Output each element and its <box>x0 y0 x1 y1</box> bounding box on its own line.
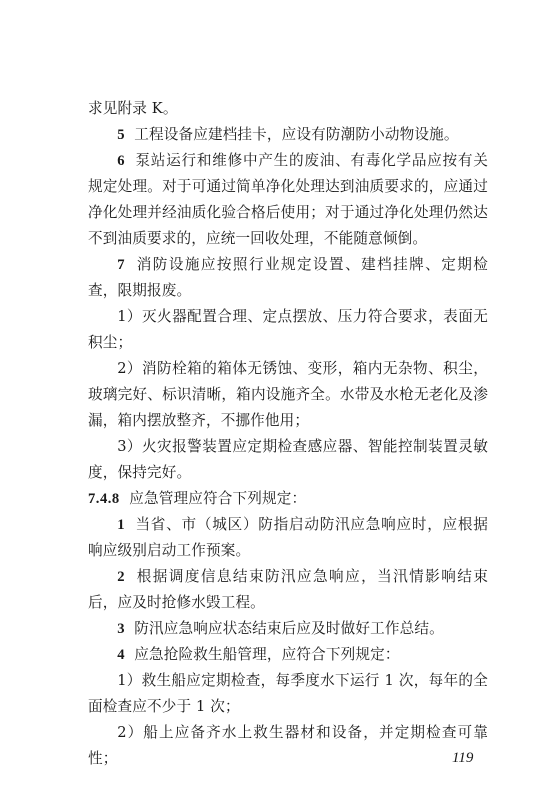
item-text: 根据调度信息结束防汛应急响应，当汛情影响结束后，应及时抢修水毁工程。 <box>88 568 488 611</box>
clause-text: 应急管理应符合下列规定： <box>129 490 307 507</box>
subitem-text: 2）消防栓箱的箱体无锈蚀、变形，箱内无杂物、积尘，玻璃完好、标识清晰，箱内设施齐全。水带及水枪无老化及渗漏，箱内摆放整齐，不挪作他用； <box>88 360 488 429</box>
item-7 <box>88 252 488 304</box>
item-6 <box>88 148 488 252</box>
page-number: 119 <box>452 750 474 766</box>
subitem-text: 1）救生船应定期检查，每季度水下运行 1 次，每年的全面检查应不少于 1 次； <box>88 672 488 715</box>
item-number: 3 <box>117 621 125 637</box>
item-2 <box>88 564 488 616</box>
subitem-text: 1）灭火器配置合理、定点摆放、压力符合要求，表面无积尘； <box>88 308 488 351</box>
clause-number: 7.4.8 <box>88 491 120 507</box>
item-text: 工程设备应建档挂卡，应设有防潮防小动物设施。 <box>134 126 459 143</box>
subitem-3 <box>88 434 488 486</box>
subitem-1 <box>88 304 488 356</box>
subitem-text: 3）火灾报警装置应定期检查感应器、智能控制装置灵敏度，保持完好。 <box>88 438 488 481</box>
item-4 <box>88 642 488 668</box>
item-number: 1 <box>117 517 125 533</box>
item-3 <box>88 616 488 642</box>
item-number: 7 <box>117 257 125 273</box>
item-text: 泵站运行和维修中产生的废油、有毒化学品应按有关规定处理。对于可通过简单净化处理达到油质要求的，应通过净化处理并经油质化验合格后使用；对于通过净化处理仍然达不到油质要求的，应统一回收处理，不能随意倾倒。 <box>88 152 489 247</box>
item-text: 防汛应急响应状态结束后应及时做好工作总结。 <box>134 620 444 637</box>
subitem-2 <box>88 356 488 434</box>
subitem-text: 2）船上应备齐水上救生器材和设备，并定期检查可靠性； <box>88 724 488 767</box>
paragraph-continuation <box>88 96 488 122</box>
item-5 <box>88 122 488 148</box>
item-text: 消防设施应按照行业规定设置、建档挂牌、定期检查，限期报废。 <box>88 256 488 299</box>
item-number: 4 <box>117 647 125 663</box>
item-number: 2 <box>117 569 125 585</box>
item-text: 应急抢险救生船管理，应符合下列规定： <box>134 646 400 663</box>
clause-7-4-8 <box>88 486 488 512</box>
paragraph-text: 求见附录 K。 <box>88 100 178 117</box>
item-number: 5 <box>117 127 125 143</box>
subitem-1b <box>88 668 488 720</box>
item-1 <box>88 512 488 564</box>
subitem-2b <box>88 720 488 772</box>
item-number: 6 <box>117 153 125 169</box>
item-text: 当省、市（城区）防指启动防汛应急响应时，应根据响应级别启动工作预案。 <box>88 516 489 559</box>
